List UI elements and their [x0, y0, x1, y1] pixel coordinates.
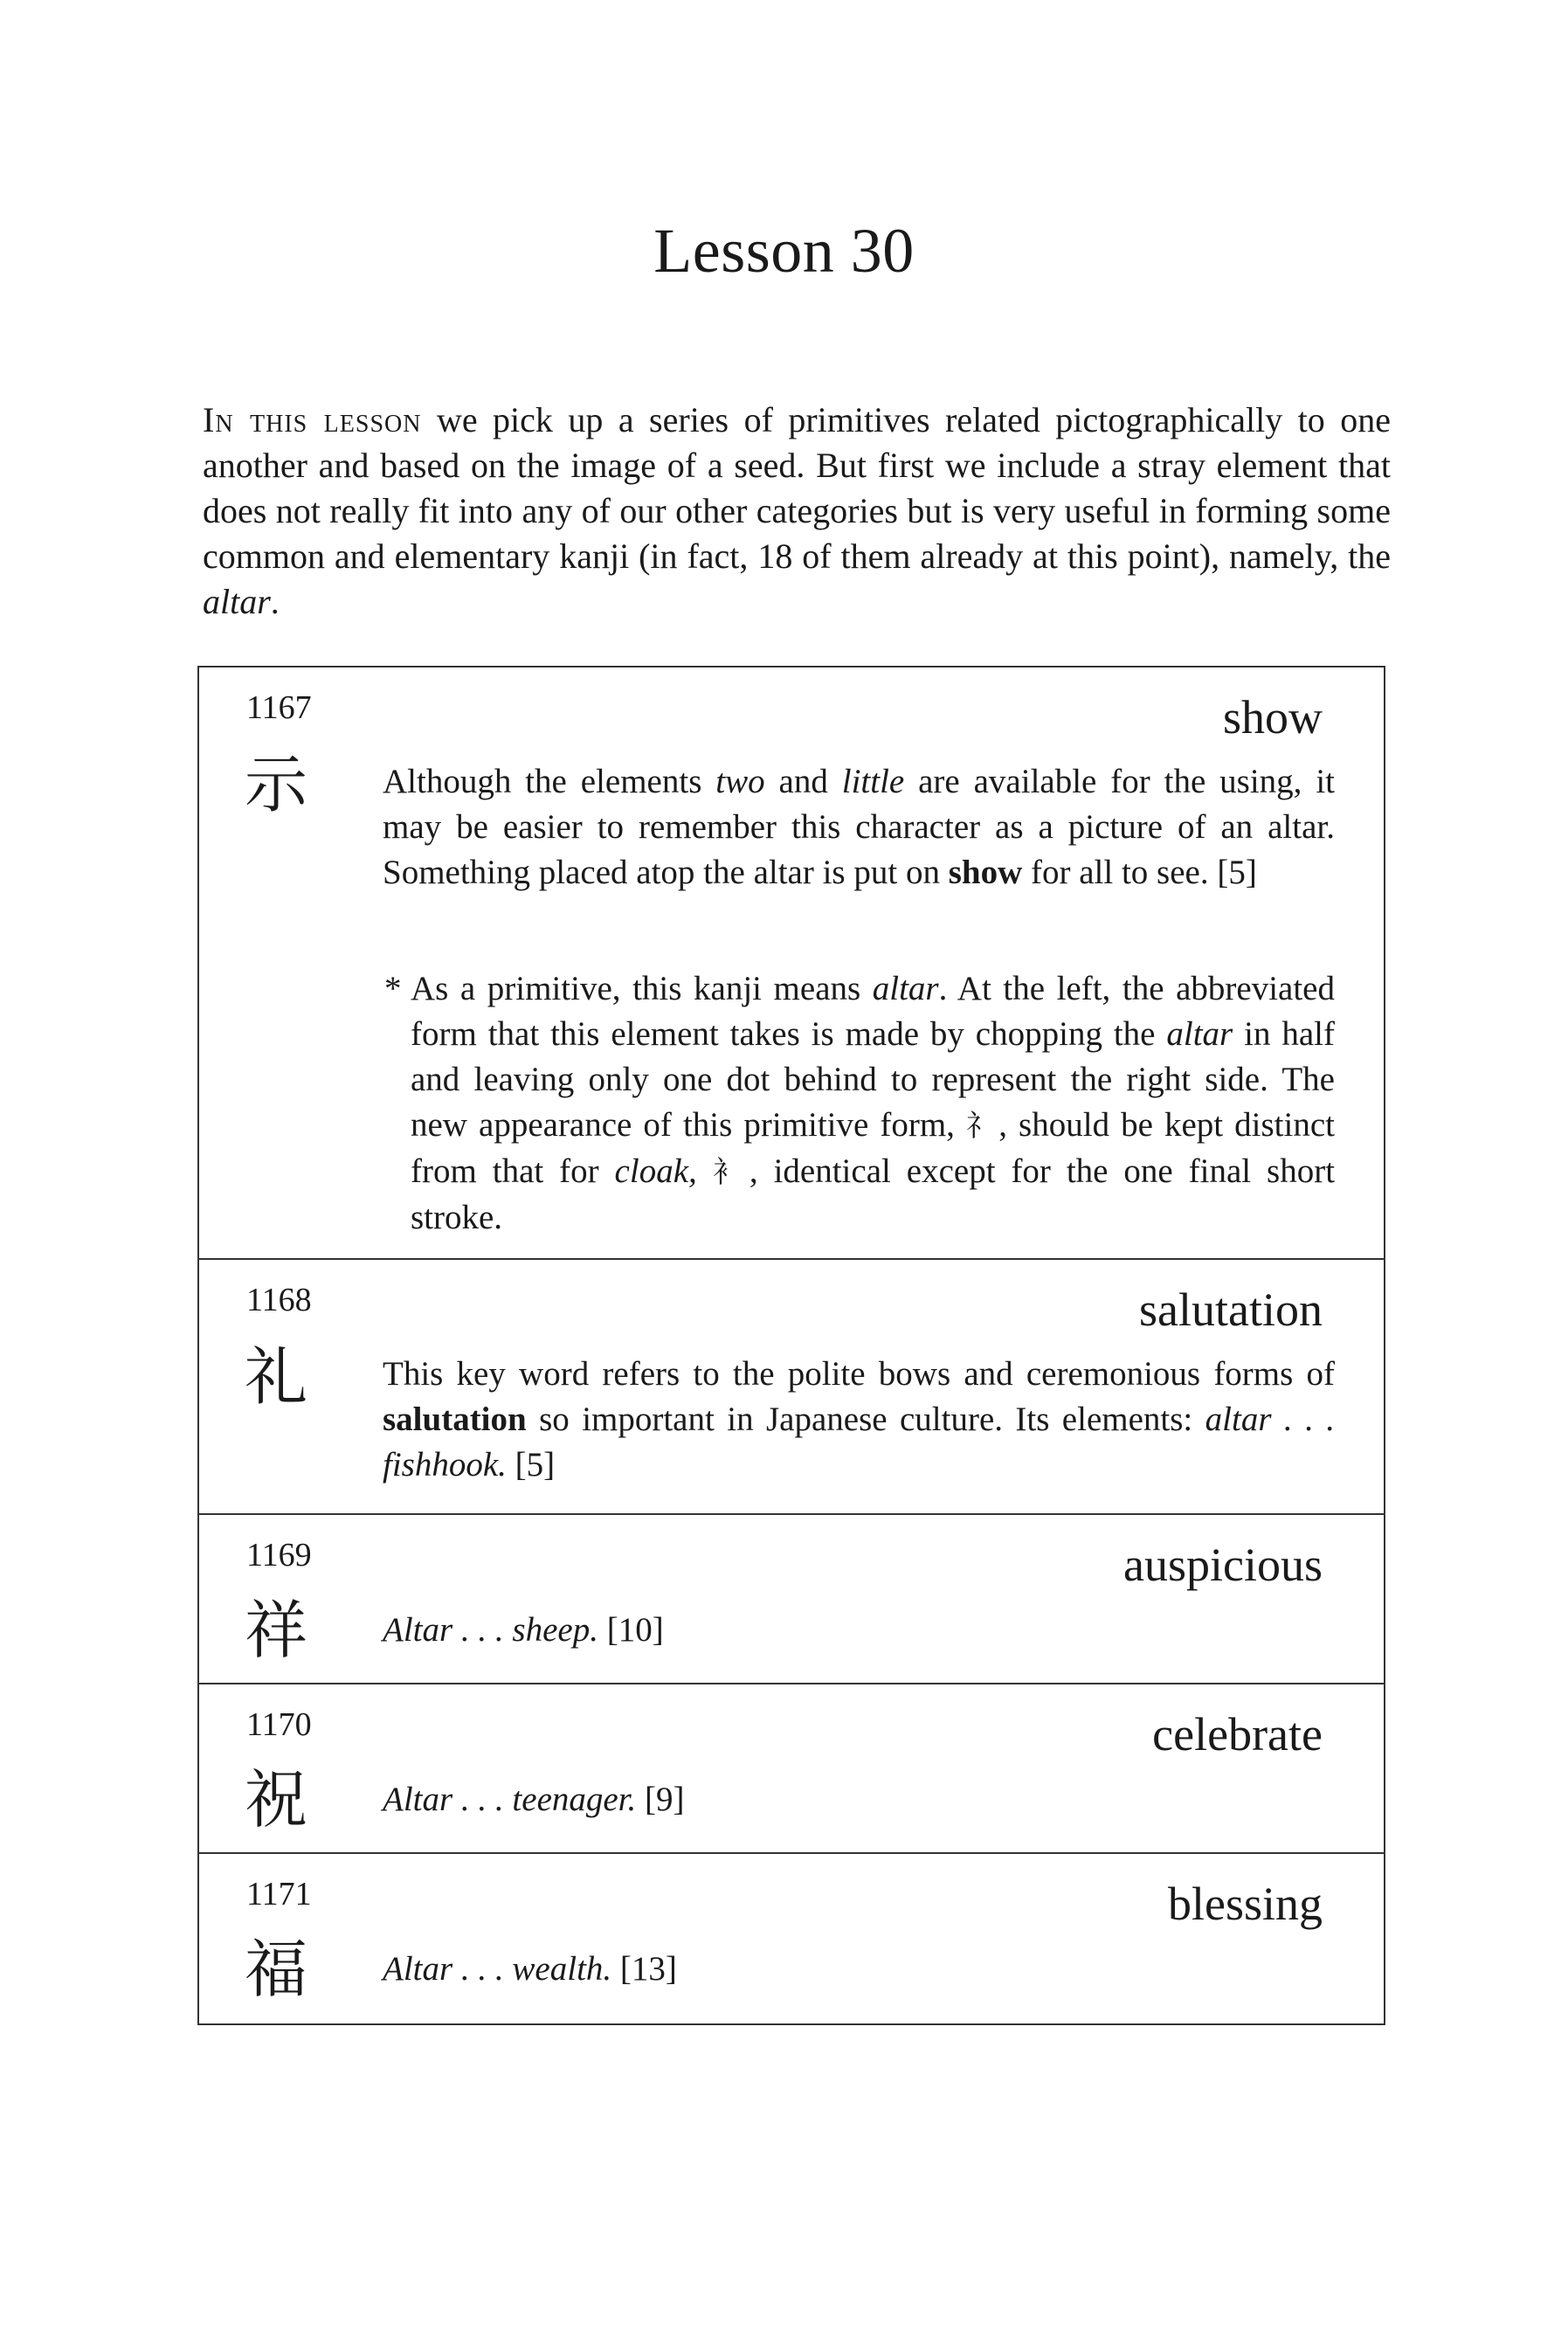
story-italic: little [841, 763, 905, 800]
kanji-character: 祥 [245, 1594, 308, 1667]
intro-paragraph [203, 398, 1391, 625]
page-title: Lesson 30 [653, 216, 915, 286]
kanji-character: 福 [245, 1933, 308, 2006]
story-text [383, 1947, 1335, 1992]
note-seg: , identical except for the one final short stroke. [411, 1152, 1336, 1236]
intro-lead: In this lesson [203, 400, 422, 439]
note-text [411, 966, 1335, 1241]
kanji-table [197, 666, 1385, 2025]
cloak-primitive-glyph: 衤 [712, 1155, 749, 1190]
intro-text: we pick up a series of primitives related pictographically to one another and based on the image of a seed. But first we include a stray element that does not really fit into any of our other categories but is very useful in forming some common and elementary kanji (in fact, 18 of them already at this point), namely, the [203, 400, 1391, 576]
keyword: blessing [1167, 1878, 1323, 1930]
story-seg: This key word refers to the polite bows and ceremonious forms of [383, 1355, 1335, 1393]
story-seg: [5] [506, 1446, 556, 1484]
story-italic: Altar . . . wealth. [383, 1950, 612, 1988]
keyword: show [1222, 691, 1323, 744]
kanji-entry-1170 [199, 1684, 1384, 1854]
note-seg: , should be kept distinct from that for [411, 1106, 1335, 1190]
frame-number: 1171 [246, 1876, 312, 1913]
story-text [383, 1777, 1335, 1823]
story-seg: so important in Japanese culture. Its elements: [526, 1401, 1205, 1438]
keyword: auspicious [1123, 1539, 1323, 1591]
note-seg: . At the left, the abbreviated form that this element takes is made by chopping the [411, 970, 1335, 1053]
kanji-entry-1169 [199, 1515, 1384, 1684]
story-italic: two [715, 763, 765, 800]
primitive-note [384, 966, 1335, 1241]
story-italic: altar . . . fishhook. [383, 1401, 1335, 1484]
keyword: celebrate [1152, 1708, 1323, 1760]
story-text [383, 1608, 1335, 1653]
note-seg [697, 1152, 713, 1190]
story-seg: [10] [597, 1611, 664, 1649]
intro-end: . [270, 582, 280, 621]
story-keyword-bold: show [948, 854, 1023, 891]
note-italic: altar [1166, 1015, 1233, 1053]
kanji-character: 礼 [245, 1340, 308, 1414]
story-seg: [9] [636, 1781, 685, 1818]
kanji-entry-1168 [199, 1260, 1384, 1515]
story-text [383, 1352, 1335, 1488]
frame-number: 1169 [246, 1537, 312, 1574]
altar-primitive-glyph: 礻 [965, 1109, 999, 1144]
note-italic: cloak, [614, 1152, 697, 1190]
story-text [383, 759, 1335, 896]
story-seg: for all to see. [5] [1022, 854, 1257, 891]
story-seg: Although the elements [383, 763, 716, 800]
story-seg: and [764, 763, 842, 800]
keyword: salutation [1139, 1283, 1323, 1336]
story-seg: are available for the using, it may be easier to remember this character as a picture of an altar. Something placed atop the altar is put on [383, 763, 1335, 891]
kanji-entry-1167 [199, 667, 1384, 1260]
story-keyword-bold: salutation [383, 1401, 527, 1438]
intro-altar: altar [203, 582, 271, 621]
kanji-character: 祝 [245, 1763, 308, 1836]
note-seg: in half and leaving only one dot behind to represent the right side. The new appearance of this primitive form, [411, 1015, 1336, 1144]
frame-number: 1170 [246, 1706, 312, 1743]
asterisk: * [384, 970, 402, 1007]
frame-number: 1167 [246, 689, 312, 726]
story-italic: Altar . . . teenager. [383, 1781, 637, 1818]
frame-number: 1168 [246, 1282, 312, 1318]
story-italic: Altar . . . sheep. [383, 1611, 598, 1649]
story-seg: [13] [611, 1950, 677, 1988]
note-italic: altar [872, 970, 939, 1007]
kanji-entry-1171 [199, 1854, 1384, 2023]
kanji-character: 示 [245, 748, 308, 821]
note-seg: As a primitive, this kanji means [411, 970, 873, 1007]
